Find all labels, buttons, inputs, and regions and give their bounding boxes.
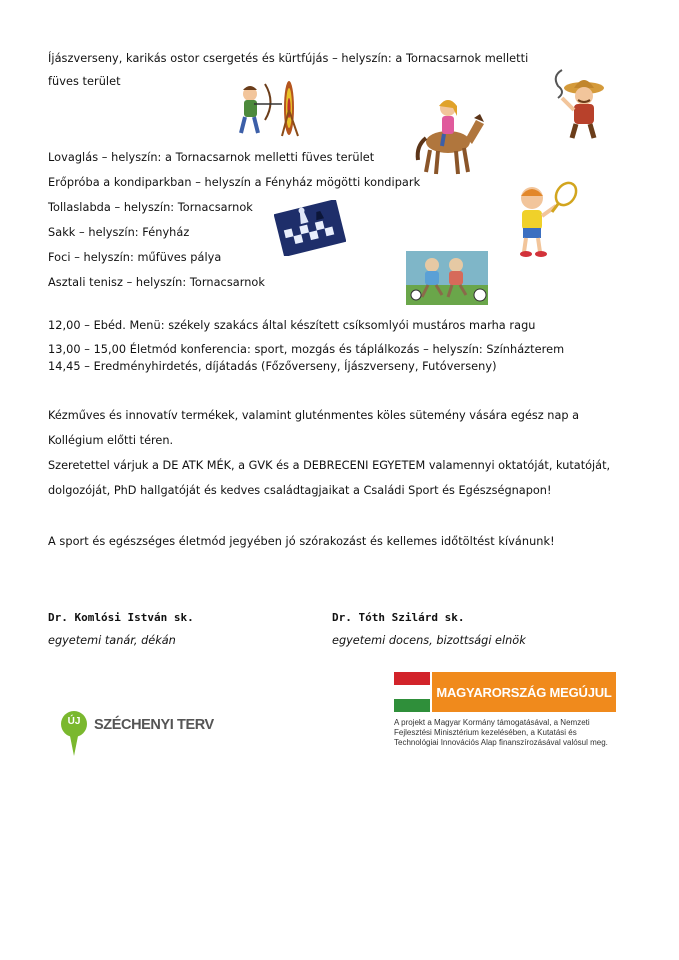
invitation-paragraph: Szeretettel várjuk a DE ATK MÉK, a GVK és a DEBRECENI EGYETEM valamennyi oktatóját, kutatóját, dolgozóját, PhD hallgatóját és kedves családtagjaikat a Családi Sport és Egészségnapon!: [48, 459, 611, 497]
funding-caption-line: Technológiai Innovációs Alap finanszírozásával valósul meg.: [394, 738, 608, 747]
funding-caption: [394, 718, 608, 748]
horse-rider-clipart: [412, 94, 488, 176]
event-football: Foci – helyszín: műfüves pálya: [48, 251, 222, 264]
schedule-lunch: 12,00 – Ebéd. Menü: székely szakács által készített csíksomlyói mustáros marha ragu: [48, 319, 536, 332]
football-kids-clipart: [406, 251, 488, 305]
event-chess: Sakk – helyszín: Fényház: [48, 226, 190, 239]
event-archery-line1: Íjászverseny, karikás ostor csergetés és kürtfújás – helyszín: a Tornacsarnok melletti: [48, 52, 529, 65]
event-strength: Erőpróba a kondiparkban – helyszín a Fényház mögötti kondipark: [48, 176, 421, 189]
chess-clipart: [274, 200, 346, 256]
signature-left-name: Dr. Komlósi István sk.: [48, 611, 194, 624]
closing-line: A sport és egészséges életmód jegyében jó szórakozást és kellemes időtöltést kívánunk!: [48, 535, 555, 548]
schedule-awards: 14,45 – Eredményhirdetés, díjátadás (Főzőverseny, Íjászverseny, Futóverseny): [48, 360, 497, 373]
event-horse-riding: Lovaglás – helyszín: a Tornacsarnok melletti füves terület: [48, 151, 375, 164]
schedule-conference: 13,00 – 15,00 Életmód konferencia: sport, mozgás és táplálkozás – helyszín: Színházterem: [48, 343, 565, 356]
market-paragraph: Kézműves és innovatív termékek, valamint gluténmentes köles sütemény vására egész nap a Kollégium előtti téren.: [48, 409, 580, 447]
banner-text: MAGYARORSZÁG MEGÚJUL: [436, 684, 612, 700]
funding-caption-line: A projekt a Magyar Kormány támogatásával, a Nemzeti: [394, 718, 590, 727]
szechenyi-mark: ÚJ: [67, 716, 81, 727]
signature-right-title: egyetemi docens, bizottsági elnök: [332, 634, 526, 647]
event-archery-line2: füves terület: [48, 75, 121, 88]
signature-right-name: Dr. Tóth Szilárd sk.: [332, 611, 465, 624]
archer-clipart: [232, 78, 312, 140]
event-badminton: Tollaslabda – helyszín: Tornacsarnok: [48, 201, 253, 214]
magyarorszag-megujul-banner: [432, 672, 616, 712]
signature-left-title: egyetemi tanár, dékán: [48, 634, 176, 647]
szechenyi-terv-text: SZÉCHENYI TERV: [94, 717, 214, 733]
tennis-boy-clipart: [508, 180, 580, 260]
hungarian-flag-icon: [394, 672, 430, 712]
event-table-tennis: Asztali tenisz – helyszín: Tornacsarnok: [48, 276, 265, 289]
funding-caption-line: Fejlesztési Minisztérium kezelésében, a Kutatási és: [394, 728, 577, 737]
cowboy-clipart: [548, 66, 610, 142]
